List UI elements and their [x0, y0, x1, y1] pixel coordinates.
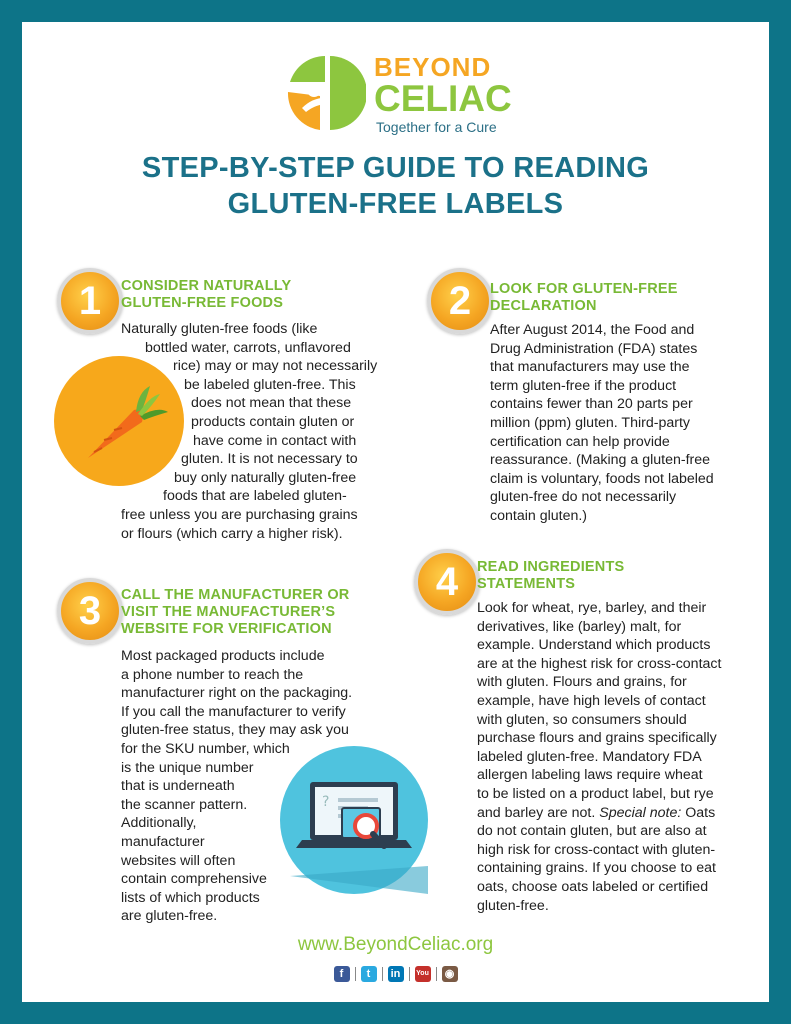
linkedin-icon[interactable]: in	[388, 966, 404, 982]
step-1-badge: 1	[57, 268, 123, 334]
step-3-line: Most packaged products include	[121, 648, 325, 664]
step-2-line: After August 2014, the Food and	[490, 322, 695, 338]
step-4-line: do not contain gluten, but are also at	[477, 823, 707, 840]
instagram-icon[interactable]: ◉	[442, 966, 458, 982]
step-2-heading-line: LOOK FOR GLUTEN-FREE	[490, 281, 678, 297]
step-4-line: high risk for cross-contact with gluten-	[477, 841, 716, 858]
step-2-line: reassurance. (Making a gluten-free	[490, 452, 711, 469]
beyond-celiac-logo[interactable]	[284, 52, 514, 134]
step-4-heading-line: STATEMENTS	[477, 576, 576, 592]
step-3-line: the scanner pattern.	[121, 796, 248, 813]
step-2-line: gluten-free do not necessarily	[490, 489, 677, 506]
step-2-line: contain gluten.)	[490, 507, 588, 524]
logo-mark-icon	[284, 52, 366, 134]
step-4-line: Look for wheat, rye, barley, and their	[477, 600, 707, 616]
step-1-line: be labeled gluten-free. This	[184, 376, 356, 393]
step-2-line: contains fewer than 20 parts per	[490, 396, 693, 413]
step-3-heading-line: CALL THE MANUFACTURER OR	[121, 587, 350, 603]
step-4-line: allergen labeling laws require wheat	[477, 767, 703, 784]
title-line-2: GLUTEN-FREE LABELS	[227, 188, 564, 220]
step-1-line: or flours (which carry a higher risk).	[121, 525, 343, 542]
step-3-heading-line: VISIT THE MANUFACTURER’S	[121, 604, 336, 620]
step-4-line-end: Oats	[685, 804, 716, 821]
step-2-line: Drug Administration (FDA) states	[490, 340, 698, 357]
step-2-text	[490, 321, 714, 526]
step-1-text	[121, 320, 377, 543]
page-title	[22, 150, 769, 222]
step-4-heading-line: READ INGREDIENTS	[477, 559, 625, 575]
step-2-heading-line: DECLARATION	[490, 298, 597, 314]
step-1-line: have come in contact with	[193, 432, 357, 449]
step-4-line: gluten-free.	[477, 897, 549, 914]
step-4-text	[477, 599, 721, 915]
step-2-line: term gluten-free if the product	[490, 377, 677, 394]
step-3-line: lists of which products	[121, 889, 260, 906]
title-line-1: STEP-BY-STEP GUIDE TO READING	[141, 152, 650, 184]
step-3-line: If you call the manufacturer to verify	[121, 703, 346, 720]
special-note-label: Special note:	[599, 804, 682, 821]
step-3-line: is the unique number	[121, 759, 254, 776]
svg-text:?: ?	[322, 794, 330, 810]
social-links	[22, 966, 769, 982]
step-1-heading	[121, 278, 291, 312]
step-4-line: with gluten, so consumers should	[477, 711, 687, 728]
step-1-line: rice) may or may not necessarily	[173, 358, 378, 375]
step-4-line: with gluten. Flours and grains, for	[477, 674, 687, 691]
logo-tagline: Together for a Cure	[376, 119, 497, 135]
step-1-line: free unless you are purchasing grains	[121, 506, 358, 523]
step-1-line: Naturally gluten-free foods (like	[121, 321, 318, 337]
logo-celiac-text: CELIAC	[374, 78, 512, 119]
step-4-line: containing grains. If you choose to eat	[477, 860, 716, 877]
social-divider	[355, 967, 356, 981]
step-4-badge: 4	[414, 549, 480, 615]
logo-beyond-text: BEYOND	[374, 52, 492, 82]
step-4-line: purchase flours and grains specifically	[477, 730, 717, 747]
step-3-text	[121, 647, 352, 926]
step-3-line: a phone number to reach the	[121, 666, 304, 683]
step-1-line: bottled water, carrots, unflavored	[145, 339, 351, 356]
step-4-line: example. Understand which products	[477, 637, 711, 654]
twitter-icon[interactable]: t	[361, 966, 377, 982]
website-link[interactable]: www.BeyondCeliac.org	[297, 934, 494, 955]
step-3-line: Additionally,	[121, 815, 197, 832]
youtube-icon[interactable]: You	[415, 966, 431, 982]
step-1-line: does not mean that these	[191, 395, 352, 412]
step-1-heading-line: CONSIDER NATURALLY	[121, 278, 292, 294]
step-3-line: contain comprehensive	[121, 871, 267, 888]
step-2-badge: 2	[427, 268, 493, 334]
step-2-line: that manufacturers may use the	[490, 359, 690, 376]
step-4-line: are at the highest risk for cross-contact	[477, 655, 722, 672]
step-3-line: websites will often	[121, 852, 236, 869]
step-3-heading-line: WEBSITE FOR VERIFICATION	[121, 621, 332, 637]
step-4-line: oats, choose oats labeled or certified	[477, 878, 709, 895]
step-4-line: example, have high levels of contact	[477, 692, 706, 709]
step-3-line: that is underneath	[121, 778, 235, 795]
step-2-heading	[490, 281, 678, 315]
flyer-page	[22, 22, 769, 1002]
facebook-icon[interactable]: f	[334, 966, 350, 982]
step-2-line: certification can help provide	[490, 433, 670, 450]
step-4-line: to be listed on a product label, but rye	[477, 785, 714, 802]
step-2-line: million (ppm) gluten. Third-party	[490, 414, 691, 431]
social-divider	[436, 967, 437, 981]
step-4-line: labeled gluten-free. Mandatory FDA	[477, 748, 702, 765]
step-4-line: derivatives, like (barley) malt, for	[477, 618, 682, 635]
step-1-line: gluten. It is not necessary to	[181, 451, 358, 468]
step-3-line: gluten-free status, they may ask you	[121, 722, 349, 739]
step-1-line: products contain gluten or	[191, 413, 355, 430]
step-3-badge: 3	[57, 578, 123, 644]
step-3-heading	[121, 587, 349, 638]
social-divider	[409, 967, 410, 981]
step-1-line: foods that are labeled gluten-	[163, 488, 347, 505]
step-1-heading-line: GLUTEN-FREE FOODS	[121, 295, 284, 311]
step-4-heading	[477, 559, 624, 593]
social-divider	[382, 967, 383, 981]
step-3-line: manufacturer right on the packaging.	[121, 685, 353, 702]
step-4-line-start: and barley are not.	[477, 804, 596, 821]
step-3-line: for the SKU number, which	[121, 740, 290, 757]
step-3-line: are gluten-free.	[121, 908, 218, 925]
step-3-line: manufacturer	[121, 833, 205, 850]
step-4-line	[477, 804, 721, 823]
step-1-line: buy only naturally gluten-free	[174, 469, 357, 486]
step-2-line: claim is voluntary, foods not labeled	[490, 470, 714, 487]
